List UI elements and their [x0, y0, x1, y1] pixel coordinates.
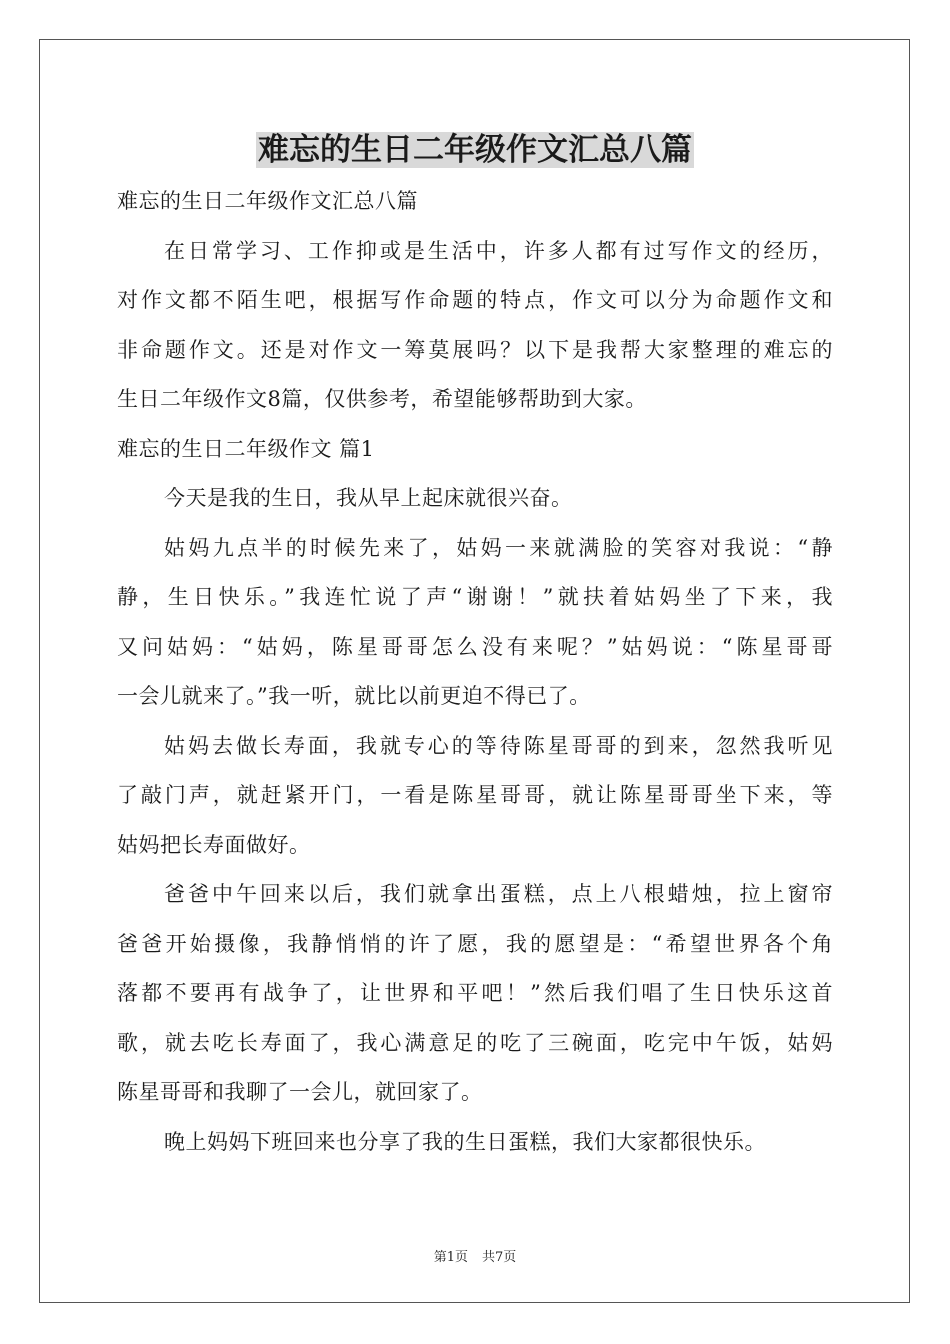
document-title-text: 难忘的生日二年级作文汇总八篇	[258, 132, 692, 168]
body-line: 了敲门声，就赶紧开门，一看是陈星哥哥，就让陈星哥哥坐下来，等	[117, 783, 833, 807]
body-line: 晚上妈妈下班回来也分享了我的生日蛋糕，我们大家都很快乐。	[164, 1129, 766, 1154]
body-line: 在日常学习、工作抑或是生活中，许多人都有过写作文的经历，	[164, 238, 833, 263]
body-line: 歌，就去吃长寿面了，我心满意足的吃了三碗面，吃完中午饭，姑妈	[117, 1030, 833, 1055]
page-total: 共7页	[482, 1250, 517, 1265]
body-line: 姑妈去做长寿面，我就专心的等待陈星哥哥的到来，忽然我听见	[164, 733, 833, 758]
body-line: 非命题作文。还是对作文一筹莫展吗？以下是我帮大家整理的难忘的	[117, 337, 833, 362]
page-number: 第1页	[433, 1250, 468, 1265]
body-line: 陈星哥哥和我聊了一会儿，就回家了。	[117, 1080, 483, 1104]
body-line: 对作文都不陌生吧，根据写作命题的特点，作文可以分为命题作文和	[117, 288, 833, 312]
body-line: 静，生日快乐。”我连忙说了声“谢谢！”就扶着姑妈坐了下来，我	[117, 585, 833, 609]
document-body	[117, 177, 833, 1167]
page-footer	[0, 1246, 950, 1265]
body-line: 一会儿就来了。”我一听，就比以前更迫不得已了。	[117, 684, 591, 708]
body-line: 今天是我的生日，我从早上起床就很兴奋。	[164, 486, 573, 510]
body-line: 难忘的生日二年级作文汇总八篇	[117, 189, 418, 213]
body-line: 又问姑妈：“姑妈，陈星哥哥怎么没有来呢？”姑妈说：“陈星哥哥	[117, 634, 833, 659]
body-line: 落都不要再有战争了，让世界和平吧！”然后我们唱了生日快乐这首	[117, 981, 833, 1005]
body-line: 姑妈九点半的时候先来了，姑妈一来就满脸的笑容对我说：“静	[164, 535, 833, 560]
document-title	[0, 124, 950, 176]
body-line: 爸爸中午回来以后，我们就拿出蛋糕，点上八根蜡烛，拉上窗帘	[164, 882, 833, 906]
body-line: 生日二年级作文8篇，仅供参考，希望能够帮助到大家。	[117, 387, 647, 411]
body-line: 爸爸开始摄像，我静悄悄的许了愿，我的愿望是：“希望世界各个角	[117, 931, 833, 956]
section-heading: 难忘的生日二年级作文 篇1	[117, 436, 375, 461]
body-line: 姑妈把长寿面做好。	[117, 832, 311, 857]
